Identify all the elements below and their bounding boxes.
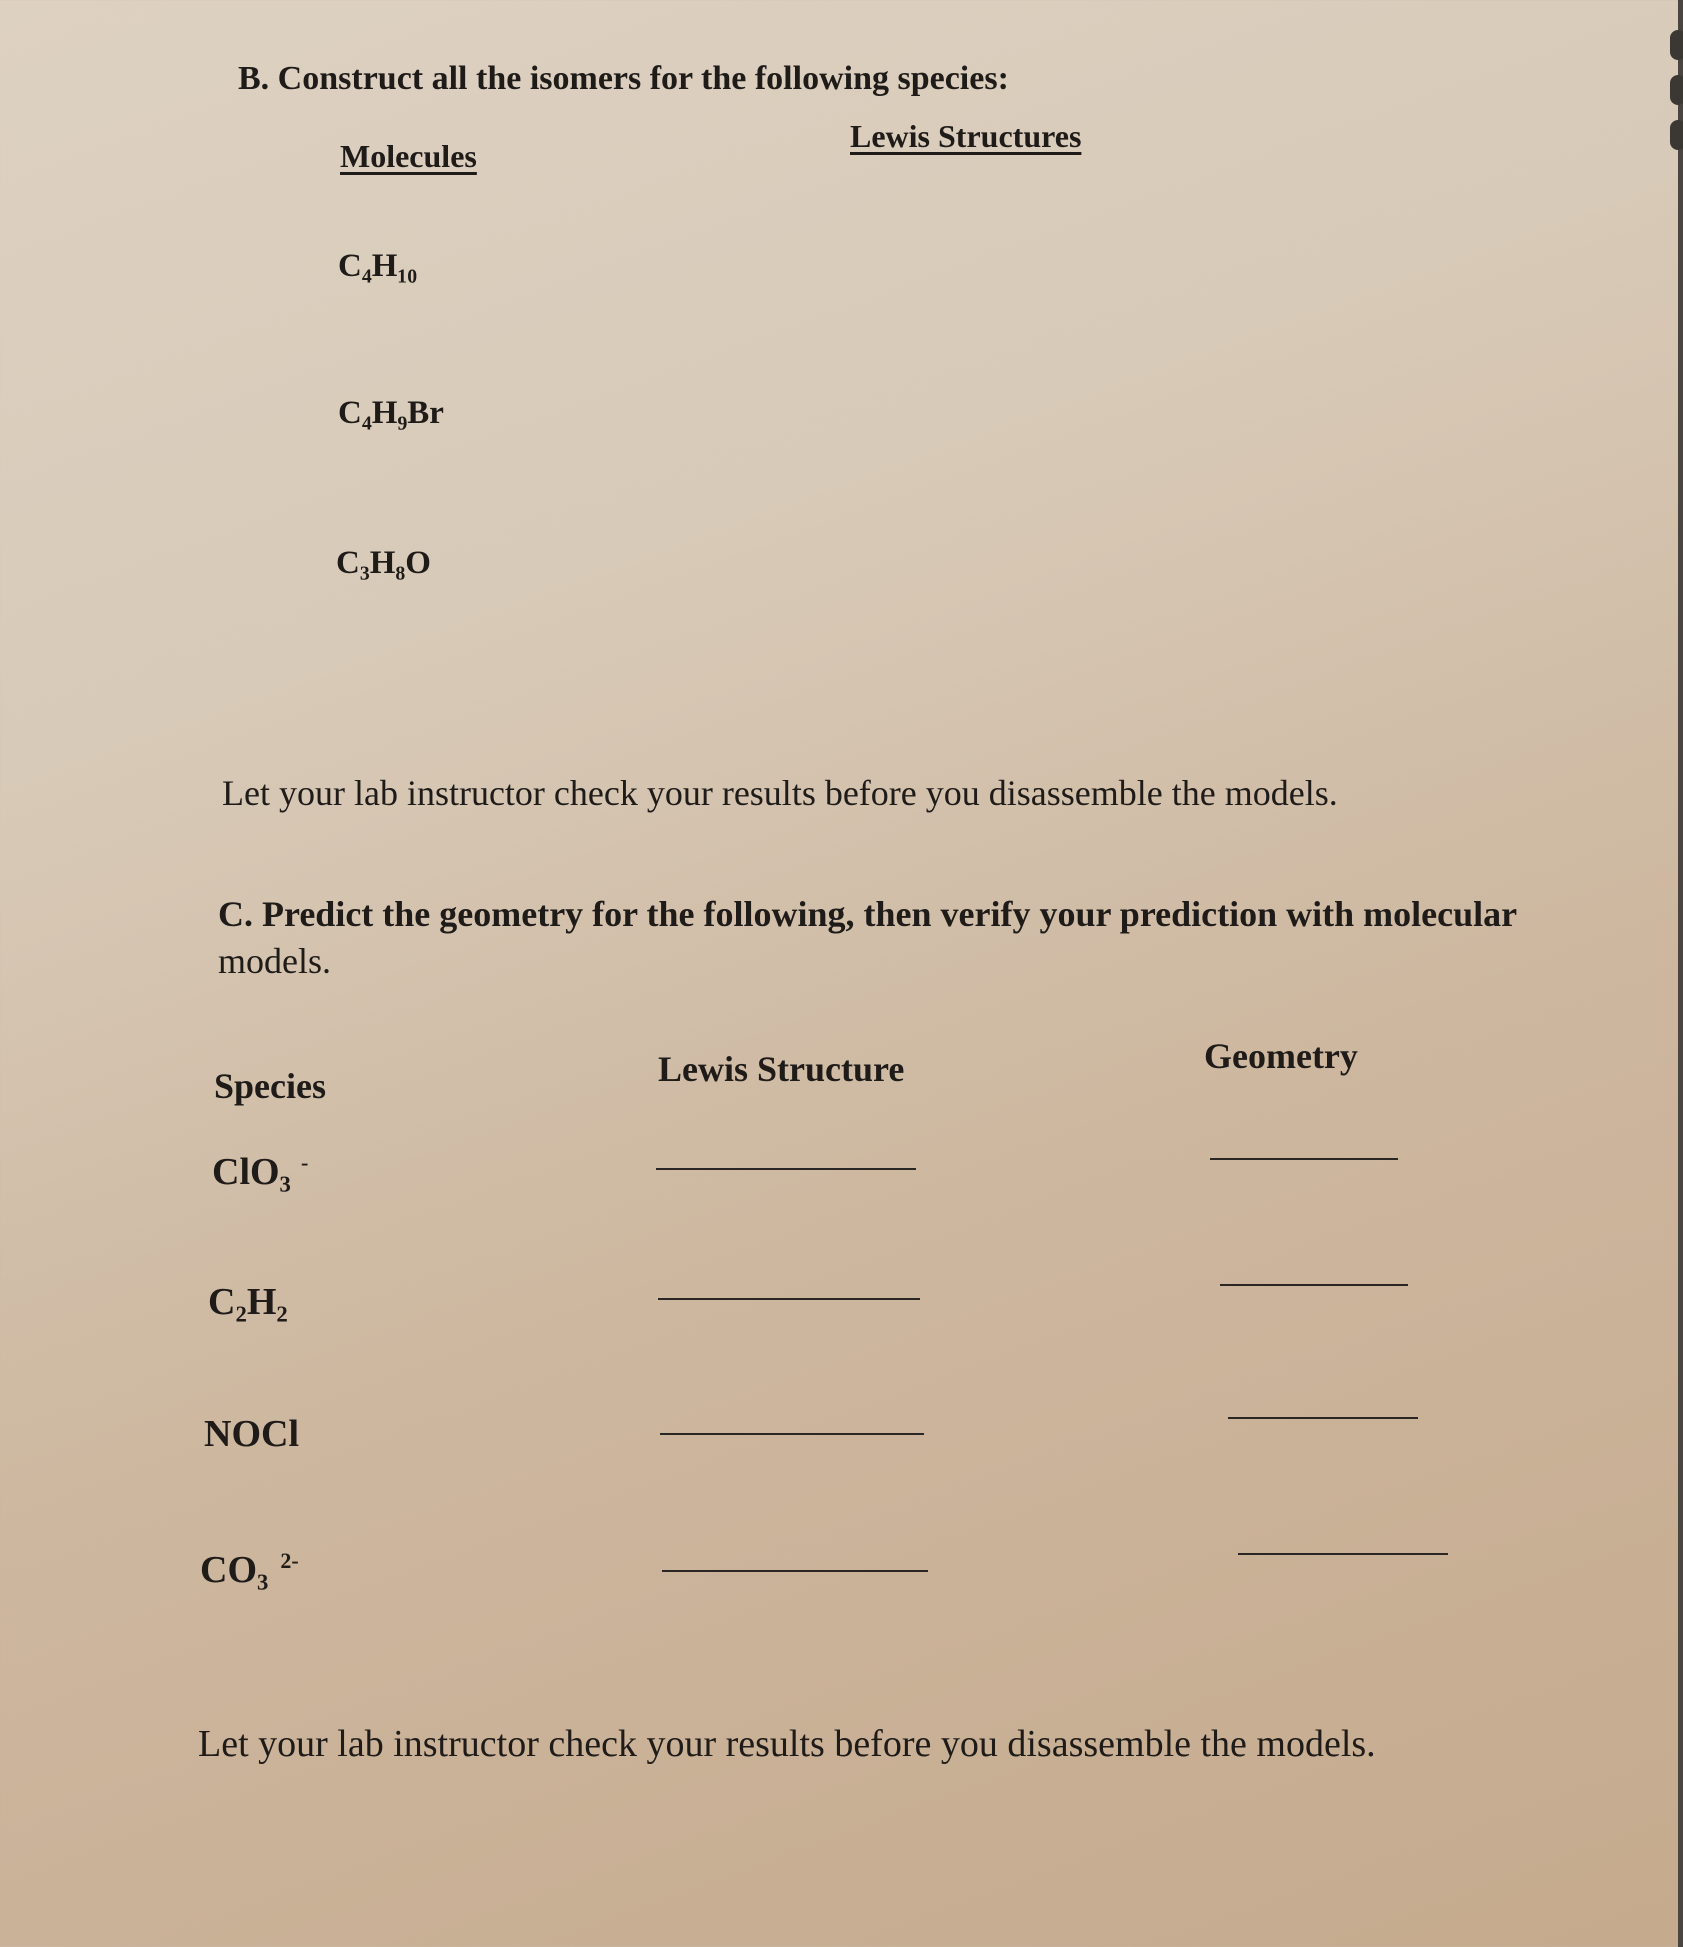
species-charge: - [300,1150,309,1175]
lewis-answer-line[interactable] [660,1433,924,1435]
section-c-instruction: Let your lab instructor check your results before you disassemble the models. [198,1723,1376,1765]
lewis-answer-line[interactable] [662,1570,928,1572]
geometry-answer-line[interactable] [1238,1553,1448,1555]
section-c-heading-line2: models. [218,941,331,981]
molecules-column-header: Molecules [340,138,477,174]
lewis-structure-column-header: Lewis Structure [658,1049,905,1089]
section-b-heading: B. Construct all the isomers for the following species: [238,60,1009,97]
molecule-formula: C₄H₁₀ [338,248,418,284]
species-row [200,1548,299,1592]
species-column-header: Species [214,1066,326,1106]
section-b-instruction: Let your lab instructor check your results before you disassemble the models. [222,773,1338,813]
page-edge-shadow [1678,0,1683,1947]
lewis-structures-column-header: Lewis Structures [850,118,1082,154]
species-formula: C₂H₂ [208,1281,288,1323]
species-row [204,1412,299,1456]
species-formula: ClO₃ [212,1151,291,1193]
geometry-answer-line[interactable] [1220,1284,1408,1286]
molecule-formula: C₄H₉Br [338,395,444,431]
molecule-formula: C₃H₈O [336,545,431,581]
binder-ring [1670,75,1683,105]
species-row [212,1150,308,1194]
section-c-heading-line1: C. Predict the geometry for the following, then verify your prediction with molecular [218,894,1518,934]
species-formula: NOCl [204,1413,299,1455]
geometry-column-header: Geometry [1204,1036,1358,1076]
species-row [208,1280,288,1324]
binder-ring [1670,30,1683,60]
lewis-answer-line[interactable] [656,1168,916,1170]
species-charge: 2- [280,1548,299,1573]
binder-ring [1670,120,1683,150]
lewis-answer-line[interactable] [658,1298,920,1300]
geometry-answer-line[interactable] [1210,1158,1398,1160]
geometry-answer-line[interactable] [1228,1417,1418,1419]
species-formula: CO₃ [200,1549,269,1591]
